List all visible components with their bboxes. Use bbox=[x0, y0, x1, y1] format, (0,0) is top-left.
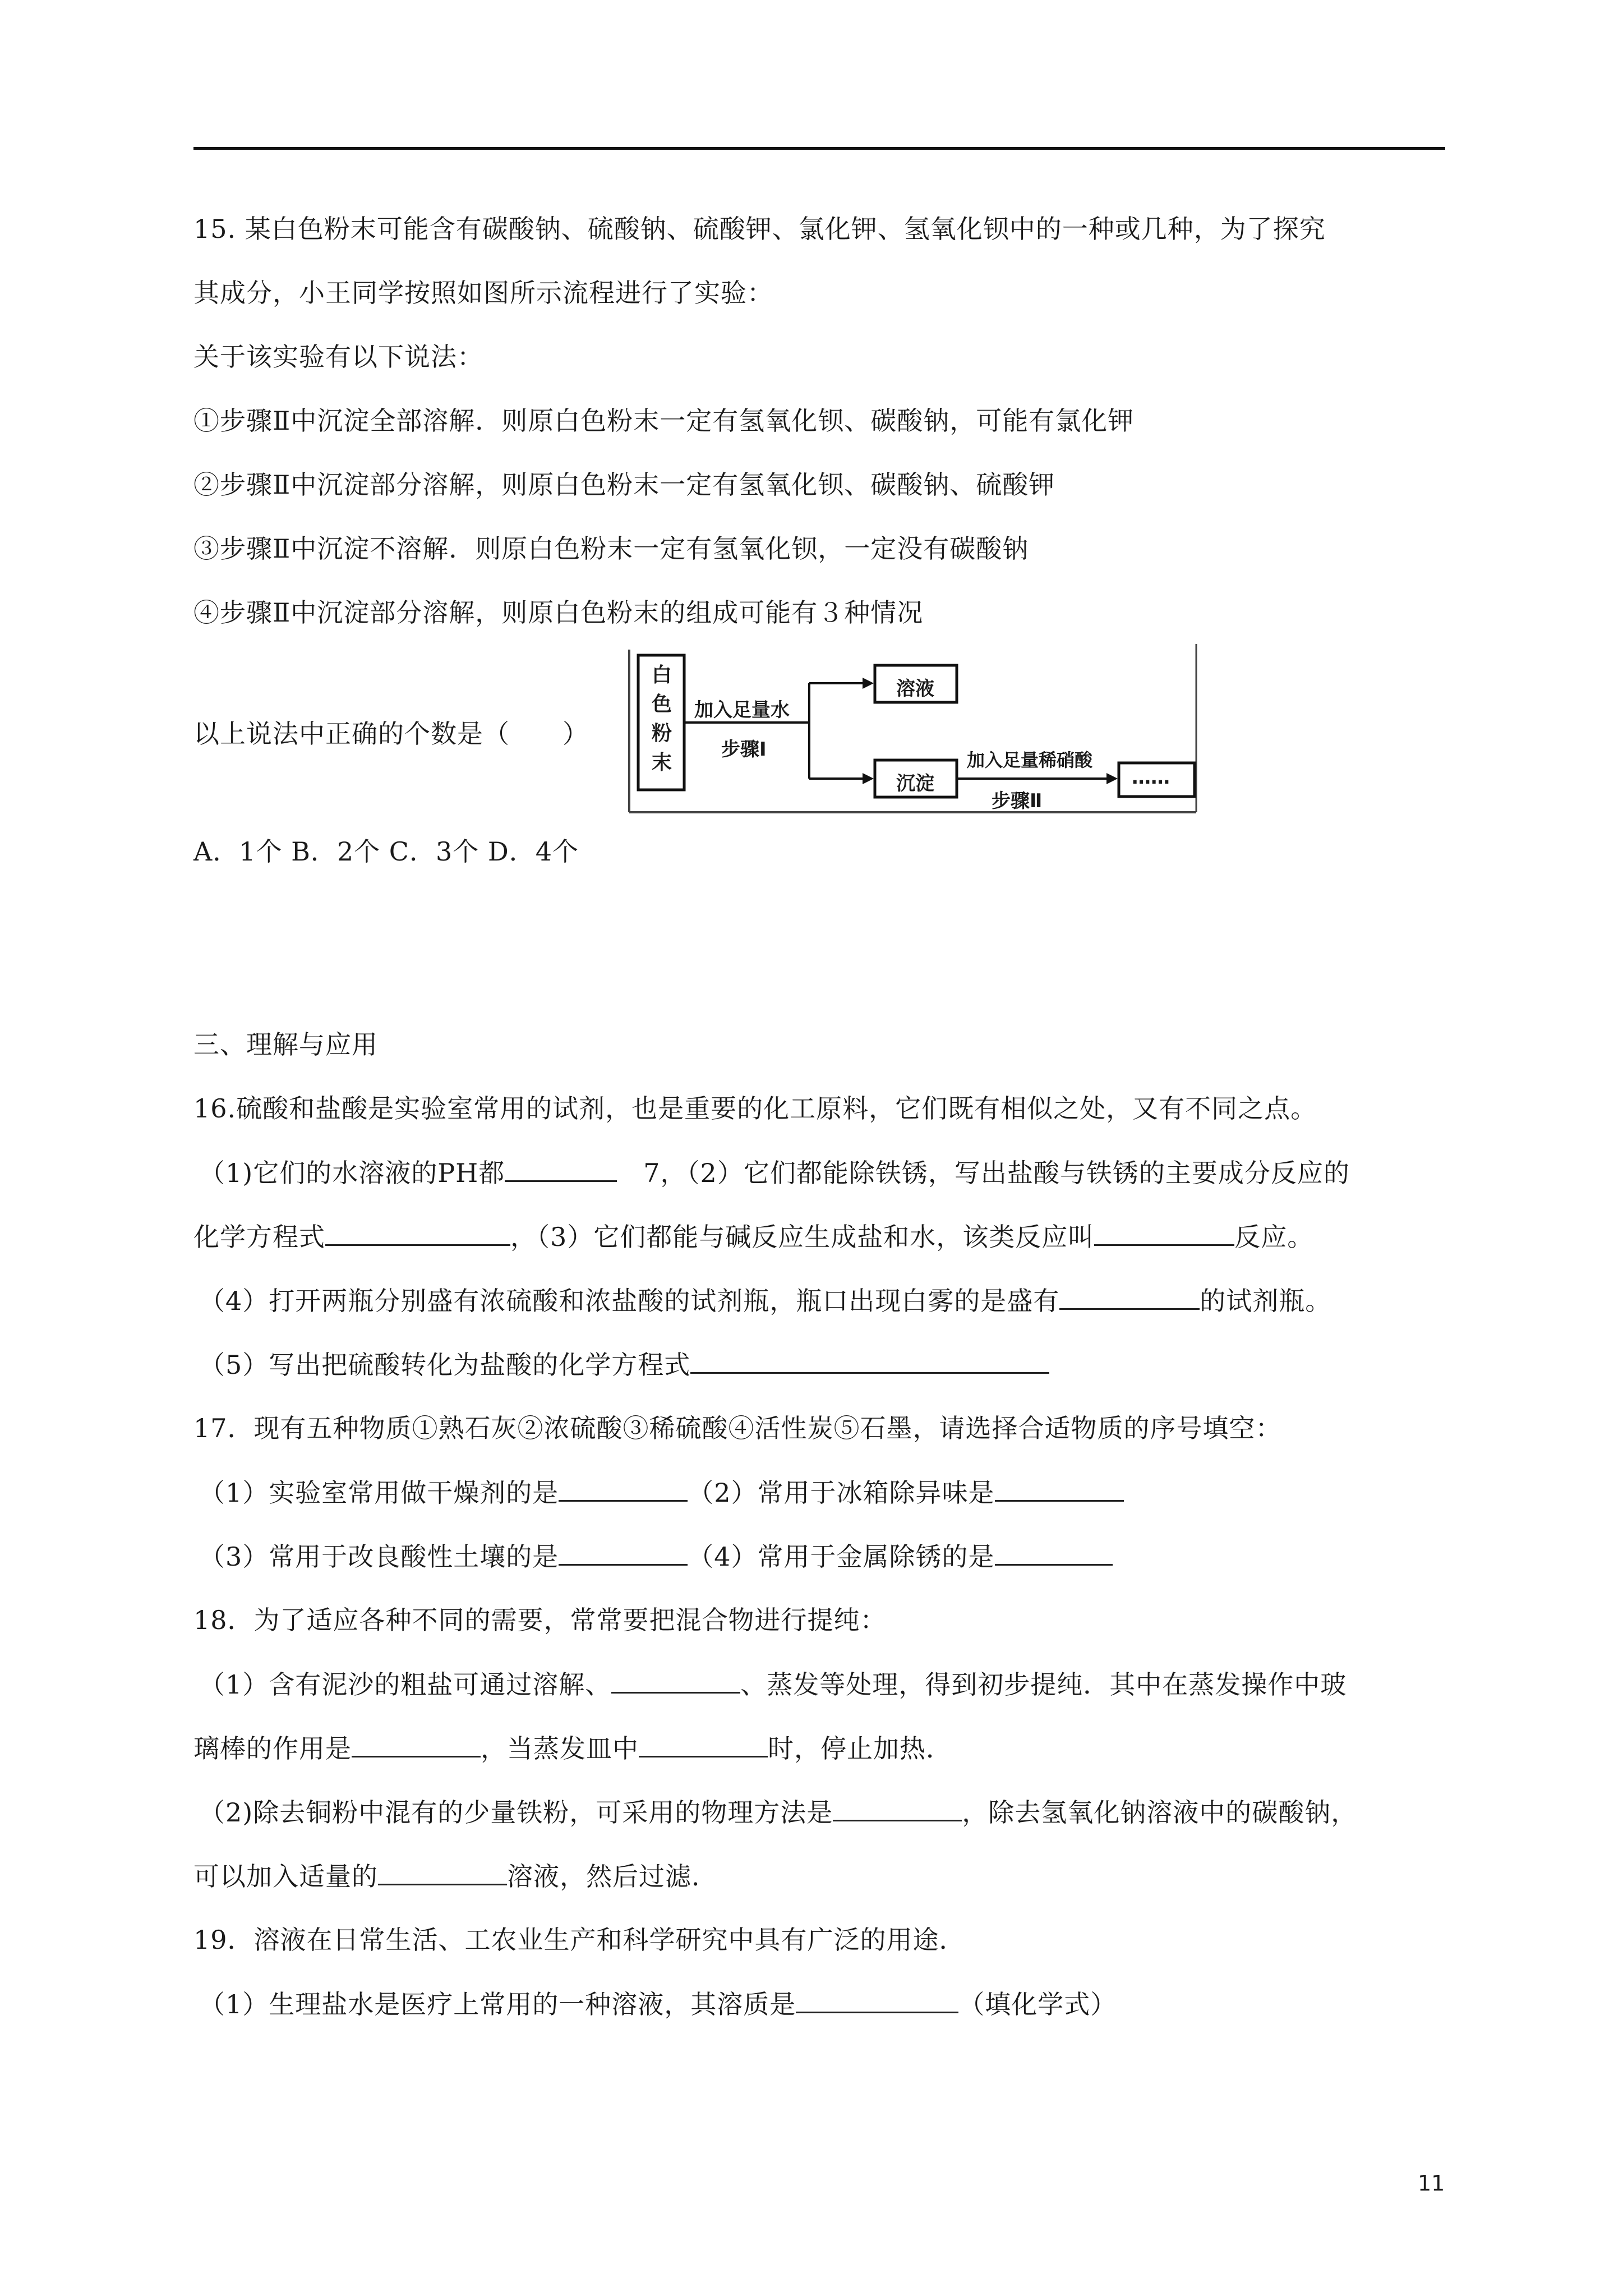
end-box-label: …… bbox=[1132, 766, 1170, 789]
q16-l2b: 7，（2）它们都能除铁锈，写出盐酸与铁锈的主要成分反应的 bbox=[617, 1158, 1350, 1188]
section-title: 三、理解与应用 bbox=[193, 1029, 378, 1060]
q17-line2 bbox=[199, 1475, 1124, 1510]
step1-label: 步骤Ⅰ bbox=[721, 738, 767, 761]
q16-blank-conversion-equation[interactable] bbox=[690, 1347, 1049, 1374]
q15-statement-3: ③步骤Ⅱ中沉淀不溶解．则原白色粉末一定有氢氧化钡，一定没有碳酸钠 bbox=[193, 533, 1029, 564]
q18-l2a: （1）含有泥沙的粗盐可通过溶解、 bbox=[199, 1669, 612, 1700]
precipitate-box-label: 沉淀 bbox=[896, 772, 934, 795]
q19-blank-solute[interactable] bbox=[796, 1987, 958, 2013]
q18-line1: 18．为了适应各种不同的需要，常常要把混合物进行提纯： bbox=[193, 1605, 887, 1635]
q18-blank-physical-method[interactable] bbox=[833, 1795, 962, 1821]
q18-blank-evaporation[interactable] bbox=[639, 1731, 768, 1757]
q18-blank-solution[interactable] bbox=[378, 1859, 507, 1885]
page-number: 11 bbox=[1418, 2171, 1445, 2196]
q18-l3c: 时，停止加热． bbox=[768, 1733, 952, 1764]
start-box-label: 白色粉末 bbox=[651, 664, 672, 774]
q16-line2 bbox=[199, 1156, 1350, 1190]
q16-blank-ph[interactable] bbox=[505, 1156, 617, 1182]
q16-line3 bbox=[193, 1220, 1313, 1254]
q18-l5a: 可以加入适量的 bbox=[193, 1861, 378, 1892]
q15-options: A．1个 B．2个 C．3个 D．4个 bbox=[193, 836, 579, 867]
q17-line1: 17．现有五种物质①熟石灰②浓硫酸③稀硫酸④活性炭⑤石墨，请选择合适物质的序号填空： bbox=[193, 1413, 1282, 1443]
q17-blank-desiccant[interactable] bbox=[559, 1475, 688, 1502]
q16-line4 bbox=[199, 1283, 1331, 1318]
q16-l4a: （4）打开两瓶分别盛有浓硫酸和浓盐酸的试剂瓶，瓶口出现白雾的是盛有 bbox=[199, 1286, 1060, 1316]
q17-l2b: （2）常用于冰箱除异味是 bbox=[688, 1478, 995, 1508]
q16-line5 bbox=[199, 1347, 1049, 1382]
q18-l4a: （2)除去铜粉中混有的少量铁粉，可采用的物理方法是 bbox=[199, 1797, 833, 1828]
q17-l3b: （4）常用于金属除锈的是 bbox=[688, 1542, 995, 1572]
q17-blank-deodorant[interactable] bbox=[995, 1475, 1124, 1502]
q18-l2b: 、蒸发等处理，得到初步提纯．其中在蒸发操作中玻 bbox=[740, 1669, 1347, 1700]
q18-line2 bbox=[199, 1667, 1347, 1701]
solution-box-label: 溶液 bbox=[896, 678, 934, 700]
q15-question: 以上说法中正确的个数是（ ） bbox=[193, 719, 589, 749]
q17-l3a: （3）常用于改良酸性土壤的是 bbox=[199, 1542, 559, 1572]
arrow1-label: 加入足量水 bbox=[694, 699, 790, 721]
q19-l2a: （1）生理盐水是医疗上常用的一种溶液，其溶质是 bbox=[199, 1989, 796, 2019]
q16-blank-white-fog[interactable] bbox=[1059, 1283, 1200, 1310]
q17-l2a: （1）实验室常用做干燥剂的是 bbox=[199, 1478, 559, 1508]
q19-line1: 19．溶液在日常生活、工农业生产和科学研究中具有广泛的用途． bbox=[193, 1925, 966, 1955]
q15-statement-4: ④步骤Ⅱ中沉淀部分溶解，则原白色粉末的组成可能有３种情况 bbox=[193, 597, 924, 628]
arrow2-label: 加入足量稀硝酸 bbox=[967, 749, 1093, 771]
q19-line2 bbox=[199, 1987, 1117, 2021]
q16-line1: 16.硫酸和盐酸是实验室常用的试剂，也是重要的化工原料，它们既有相似之处，又有不同之点。 bbox=[193, 1093, 1317, 1124]
experiment-flow-diagram bbox=[627, 644, 1199, 818]
q16-l3c: 反应。 bbox=[1234, 1222, 1314, 1252]
q16-blank-equation[interactable] bbox=[325, 1220, 510, 1246]
q18-blank-glass-rod[interactable] bbox=[352, 1731, 481, 1757]
q16-l4b: 的试剂瓶。 bbox=[1200, 1286, 1332, 1316]
q18-l4b: ，除去氢氧化钠溶液中的碳酸钠， bbox=[962, 1797, 1358, 1828]
q16-blank-reaction-type[interactable] bbox=[1094, 1220, 1234, 1246]
q18-blank-process[interactable] bbox=[611, 1667, 740, 1694]
q16-l3b: ，（3）它们都能与碱反应生成盐和水，该类反应叫 bbox=[510, 1222, 1095, 1252]
q15-line2: 其成分，小王同学按照如图所示流程进行了实验： bbox=[193, 278, 773, 308]
q16-l3a: 化学方程式 bbox=[193, 1222, 325, 1252]
q18-line3 bbox=[193, 1731, 952, 1765]
q18-l5b: 溶液，然后过滤． bbox=[507, 1861, 718, 1892]
q18-line4 bbox=[199, 1795, 1357, 1829]
q16-l2a: （1)它们的水溶液的PH都 bbox=[199, 1158, 505, 1188]
q18-line5 bbox=[193, 1859, 718, 1893]
step2-label: 步骤Ⅱ bbox=[992, 790, 1043, 812]
q18-l3b: ，当蒸发皿中 bbox=[481, 1733, 639, 1764]
q17-line3 bbox=[199, 1539, 1113, 1573]
q19-l2b: （填化学式） bbox=[958, 1989, 1117, 2019]
q15-statement-2: ②步骤Ⅱ中沉淀部分溶解，则原白色粉末一定有氢氧化钡、碳酸钠、硫酸钾 bbox=[193, 470, 1055, 500]
q15-line1: 15. 某白色粉末可能含有碳酸钠、硫酸钠、硫酸钾、氯化钾、氢氧化钡中的一种或几种，为了探究 bbox=[193, 214, 1326, 244]
header-rule bbox=[193, 147, 1445, 150]
q17-blank-rust[interactable] bbox=[995, 1539, 1113, 1566]
q15-intro: 关于该实验有以下说法： bbox=[193, 342, 483, 372]
q16-l5a: （5）写出把硫酸转化为盐酸的化学方程式 bbox=[199, 1350, 691, 1380]
q15-statement-1: ①步骤Ⅱ中沉淀全部溶解．则原白色粉末一定有氢氧化钡、碳酸钠，可能有氯化钾 bbox=[193, 406, 1135, 436]
q17-blank-soil[interactable] bbox=[559, 1539, 688, 1566]
q18-l3a: 璃棒的作用是 bbox=[193, 1733, 352, 1764]
